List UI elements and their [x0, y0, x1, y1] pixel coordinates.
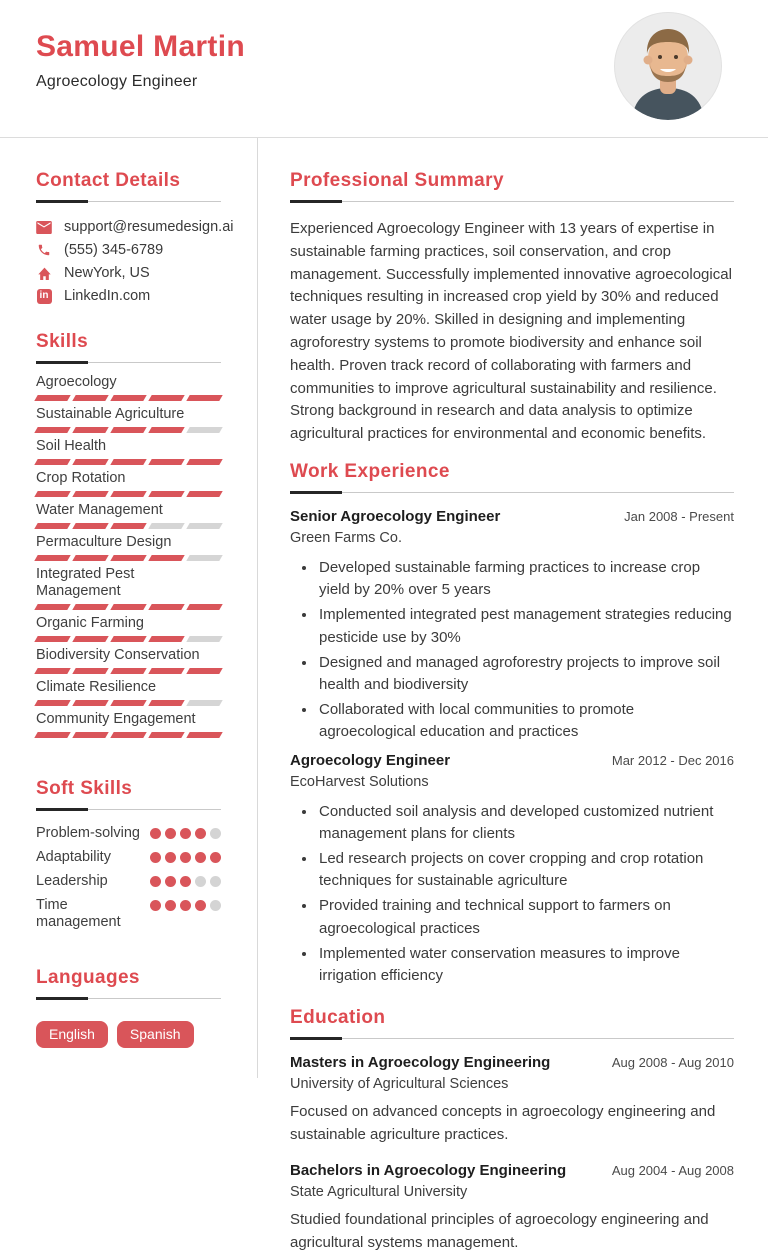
skill-item [36, 647, 221, 674]
job-bullet: • Developed sustainable farming practices to increase crop yield by 20% over 5 years [317, 557, 734, 601]
skill-bar-segment [148, 604, 184, 610]
skill-bar-segment [110, 700, 146, 706]
rating-dot [150, 900, 161, 911]
contact-heading-rule [36, 170, 221, 202]
contact-location-row [36, 265, 221, 281]
languages-section [36, 967, 221, 1048]
profile-photo [614, 12, 722, 120]
skill-item [36, 679, 221, 706]
skill-name: Climate Resilience [36, 679, 157, 695]
skill-item [36, 406, 221, 433]
soft-skill-item [36, 897, 221, 931]
skill-item [36, 438, 221, 465]
skill-bar-segment [148, 700, 184, 706]
languages-heading-rule [36, 967, 221, 999]
degree-title: Bachelors in Agroecology Engineering [290, 1162, 567, 1180]
skill-bar-segment [34, 491, 70, 497]
skill-bar-segment [186, 395, 222, 401]
rating-dot [180, 828, 191, 839]
contact-list [36, 219, 234, 304]
contact-linkedin[interactable]: LinkedIn.com [64, 288, 151, 304]
skill-bar-segment [110, 732, 146, 738]
skill-bar-segment [186, 555, 222, 561]
work-heading-rule [290, 461, 734, 493]
skill-bar-segment [148, 427, 184, 433]
avatar-illustration [614, 12, 722, 120]
contact-phone-row [36, 242, 221, 258]
skill-bar-segment [34, 732, 70, 738]
skill-bar-segment [72, 700, 108, 706]
soft-skill-name: Problem-solving [36, 825, 140, 841]
skill-bar-segment [72, 555, 108, 561]
skill-name: Community Engagement [36, 711, 196, 727]
contact-phone: (555) 345-6789 [64, 242, 164, 258]
rating-dot [165, 828, 176, 839]
sidebar [0, 138, 258, 1078]
rating-dot [150, 828, 161, 839]
rating-dot [210, 852, 221, 863]
job-dates: Mar 2012 - Dec 2016 [611, 752, 734, 768]
language-pill-english: English [36, 1021, 108, 1048]
contact-location: NewYork, US [64, 265, 150, 281]
skill-bar-segment [34, 427, 70, 433]
soft-skills-heading-rule [36, 778, 221, 810]
education-entry [290, 1161, 734, 1254]
soft-skill-item [36, 873, 221, 890]
rating-dot [210, 876, 221, 887]
skill-bar-segment [34, 555, 70, 561]
home-icon [36, 265, 52, 281]
skill-item [36, 566, 221, 610]
rating-dot [165, 852, 176, 863]
skill-bar-segment [148, 523, 184, 529]
linkedin-icon: in [36, 288, 52, 304]
soft-skills-list [36, 825, 221, 931]
person-name: Samuel Martin [36, 30, 245, 63]
job-bullet: • Designed and managed agroforestry projects to improve soil health and biodiversity [317, 652, 734, 696]
education-entry [290, 1053, 734, 1146]
skill-bar-segment [186, 732, 222, 738]
skill-bar-segment [72, 668, 108, 674]
skill-bar-segment [186, 700, 222, 706]
skill-item [36, 615, 221, 642]
job-title: Senior Agroecology Engineer [290, 507, 501, 525]
job-bullet: • Led research projects on cover cropping and crop rotation techniques for sustainable agriculture [317, 848, 734, 892]
soft-skill-rating-dots [150, 825, 221, 839]
skill-bar-segment [186, 427, 222, 433]
skill-item [36, 534, 221, 561]
skill-name: Organic Farming [36, 615, 144, 631]
rating-dot [210, 828, 221, 839]
soft-skill-rating-dots [150, 849, 221, 863]
skill-bar-segment [72, 459, 108, 465]
skill-bar-segment [34, 523, 70, 529]
job-bullet: • Implemented integrated pest management strategies reducing pesticide use by 30% [317, 604, 734, 648]
skill-rating-bar [36, 491, 221, 497]
languages-heading: Languages [36, 967, 140, 988]
soft-skill-rating-dots [150, 873, 221, 887]
skill-name: Biodiversity Conservation [36, 647, 200, 663]
skill-bar-segment [186, 459, 222, 465]
skill-name: Water Management [36, 502, 163, 518]
school-name: State Agricultural University [290, 1184, 468, 1201]
job-company: EcoHarvest Solutions [290, 773, 429, 790]
skill-name: Permaculture Design [36, 534, 172, 550]
skill-bar-segment [110, 395, 146, 401]
skill-bar-segment [148, 395, 184, 401]
rating-dot [165, 900, 176, 911]
skill-rating-bar [36, 523, 221, 529]
phone-icon [36, 242, 52, 258]
job-bullet: • Conducted soil analysis and developed customized nutrient management plans for clients [317, 801, 734, 845]
skill-rating-bar [36, 668, 221, 674]
skill-bar-segment [110, 459, 146, 465]
skill-rating-bar [36, 395, 221, 401]
skill-rating-bar [36, 636, 221, 642]
skill-bar-segment [72, 427, 108, 433]
degree-dates: Aug 2004 - Aug 2008 [611, 1163, 734, 1179]
skill-bar-segment [110, 604, 146, 610]
skill-rating-bar [36, 700, 221, 706]
rating-dot [180, 876, 191, 887]
rating-dot [180, 900, 191, 911]
education-section [290, 1007, 734, 1254]
soft-skill-name: Leadership [36, 873, 108, 889]
job-bullet: • Implemented water conservation measures to improve irrigation efficiency [317, 943, 734, 987]
skill-bar-segment [72, 491, 108, 497]
skill-bar-segment [72, 732, 108, 738]
skill-name: Agroecology [36, 374, 117, 390]
skill-bar-segment [34, 459, 70, 465]
rating-dot [180, 852, 191, 863]
skill-bar-segment [110, 636, 146, 642]
skill-name: Sustainable Agriculture [36, 406, 185, 422]
skill-bar-segment [72, 523, 108, 529]
skills-section [36, 331, 221, 738]
person-job-title: Agroecology Engineer [36, 73, 198, 90]
job-bullet: • Provided training and technical support to farmers on agroecological practices [317, 895, 734, 939]
languages-list [36, 1021, 221, 1048]
job-entry [290, 751, 734, 988]
skill-bar-segment [148, 636, 184, 642]
job-company: Green Farms Co. [290, 529, 402, 546]
skill-rating-bar [36, 604, 221, 610]
contact-linkedin-row [36, 288, 221, 304]
job-dates: Jan 2008 - Present [624, 508, 734, 524]
contact-email-row [36, 219, 234, 235]
work-heading: Work Experience [290, 460, 450, 482]
skill-item [36, 470, 221, 497]
skill-bar-segment [34, 395, 70, 401]
soft-skill-item [36, 825, 221, 842]
skill-rating-bar [36, 555, 221, 561]
contact-section [36, 170, 234, 304]
summary-heading-rule [290, 170, 734, 202]
education-heading-rule [290, 1007, 734, 1039]
rating-dot [195, 900, 206, 911]
work-experience-section [290, 461, 734, 987]
skills-heading-rule [36, 331, 221, 363]
skill-rating-bar [36, 732, 221, 738]
skill-bar-segment [110, 427, 146, 433]
skill-bar-segment [186, 523, 222, 529]
language-pill-spanish: Spanish [117, 1021, 194, 1048]
skill-name: Soil Health [36, 438, 107, 454]
skill-bar-segment [110, 491, 146, 497]
skill-bar-segment [148, 555, 184, 561]
skills-list [36, 374, 221, 738]
skill-name: Integrated Pest Management [36, 566, 135, 599]
rating-dot [150, 876, 161, 887]
skill-rating-bar [36, 427, 221, 433]
soft-skills-section [36, 778, 221, 931]
soft-skill-name: Adaptability [36, 849, 111, 865]
skill-bar-segment [148, 668, 184, 674]
degree-description: Focused on advanced concepts in agroecology engineering and sustainable agriculture practices. [290, 1103, 716, 1143]
skill-bar-segment [148, 732, 184, 738]
skill-bar-segment [34, 604, 70, 610]
soft-skills-heading: Soft Skills [36, 778, 133, 799]
degree-title: Masters in Agroecology Engineering [290, 1054, 551, 1072]
rating-dot [150, 852, 161, 863]
skill-item [36, 711, 221, 738]
email-icon [36, 219, 52, 235]
skill-bar-segment [34, 668, 70, 674]
skill-item [36, 374, 221, 401]
rating-dot [195, 876, 206, 887]
education-heading: Education [290, 1007, 386, 1029]
summary-section [290, 170, 734, 446]
skill-bar-segment [110, 523, 146, 529]
contact-heading: Contact Details [36, 170, 181, 191]
job-bullet: • Collaborated with local communities to promote agroecological education and practices [317, 699, 734, 743]
skill-bar-segment [148, 459, 184, 465]
skill-bar-segment [110, 555, 146, 561]
summary-text: Experienced Agroecology Engineer with 13 years of expertise in sustainable farming practices, soil conservation, and crop management. Successfully implemented innovative agroecological techniques resulting in increased crop yield by 30% and reduced water usage by 20%. Skilled in designing and implementing agroforestry systems to promote biodiversity and enhance soil health. Proven track record of collaborating with farmers and communities to improve agricultural sustainability and resilience. Strong background in research and data analysis to optimize agricultural practices for environmental and economic benefits. [290, 220, 732, 443]
skill-rating-bar [36, 459, 221, 465]
skill-bar-segment [186, 668, 222, 674]
rating-dot [195, 828, 206, 839]
soft-skill-name: Time management [36, 897, 121, 930]
resume-header [0, 0, 768, 138]
summary-heading: Professional Summary [290, 170, 504, 191]
skill-bar-segment [110, 668, 146, 674]
skill-bar-segment [186, 604, 222, 610]
skill-bar-segment [34, 700, 70, 706]
job-title: Agroecology Engineer [290, 751, 451, 769]
skill-bar-segment [148, 491, 184, 497]
soft-skill-rating-dots [150, 897, 221, 911]
skill-item [36, 502, 221, 529]
rating-dot [210, 900, 221, 911]
skill-bar-segment [72, 636, 108, 642]
job-entry [290, 507, 734, 744]
job-bullets [290, 557, 734, 744]
soft-skill-item [36, 849, 221, 866]
main-column [258, 138, 768, 1251]
school-name: University of Agricultural Sciences [290, 1076, 509, 1093]
contact-email[interactable]: support@resumedesign.ai [64, 219, 234, 235]
degree-dates: Aug 2008 - Aug 2010 [611, 1055, 734, 1071]
skill-bar-segment [186, 491, 222, 497]
job-bullets [290, 801, 734, 988]
skills-heading: Skills [36, 331, 89, 352]
skill-bar-segment [34, 636, 70, 642]
skill-bar-segment [72, 395, 108, 401]
skill-bar-segment [186, 636, 222, 642]
skill-name: Crop Rotation [36, 470, 126, 486]
rating-dot [195, 852, 206, 863]
skill-bar-segment [72, 604, 108, 610]
degree-description: Studied foundational principles of agroecology engineering and agricultural systems management. [290, 1211, 709, 1251]
rating-dot [165, 876, 176, 887]
